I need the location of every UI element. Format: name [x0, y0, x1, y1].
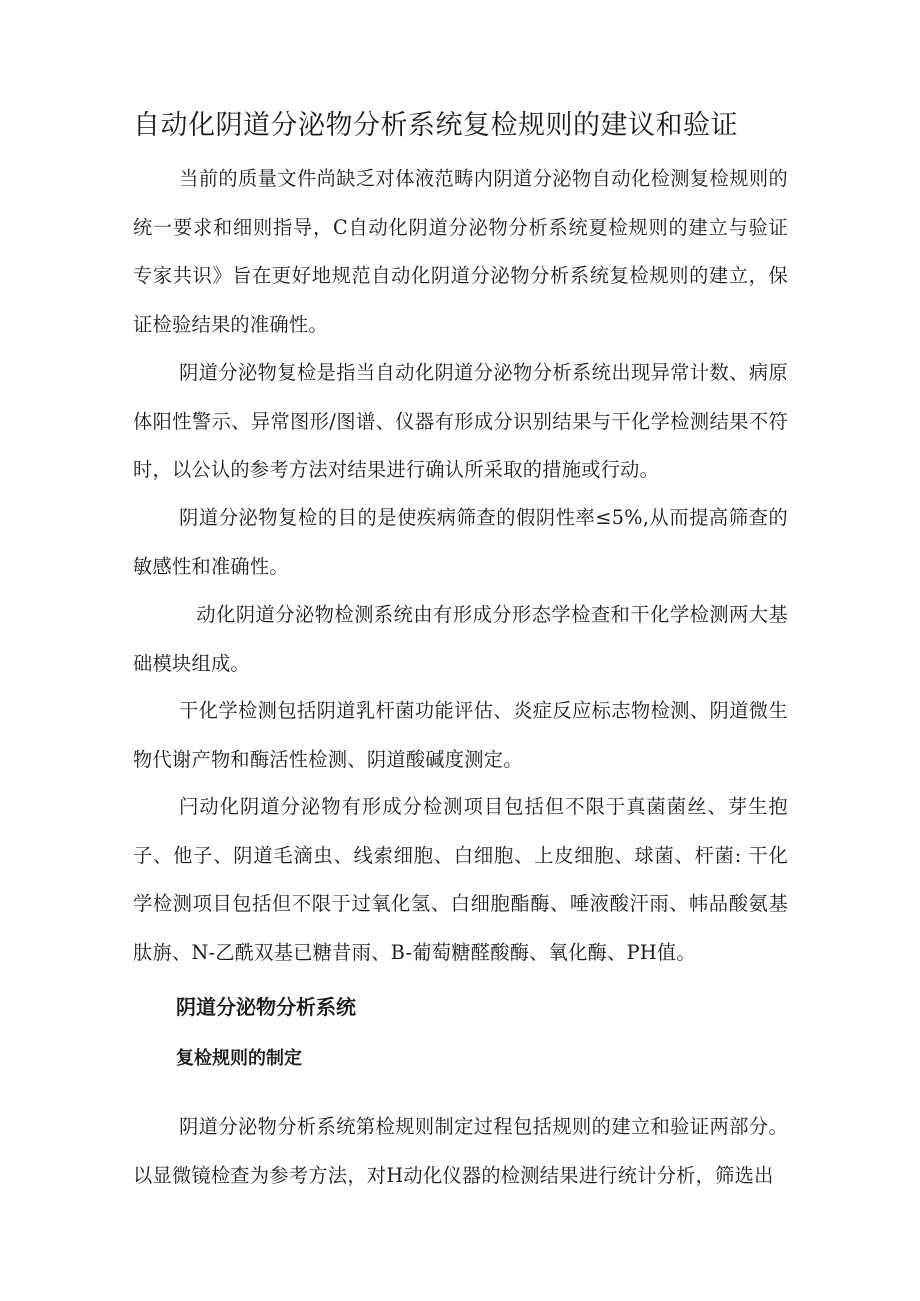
paragraph-1: 当前的质量文件尚缺乏对体液范畴内阴道分泌物自动化检测复检规则的统一要求和细则指导，C自动化阴道分泌物分析系统夏检规则的建立与验证专家共识》旨在更好地规范自动化阴道分泌物分析系统复检规则的建立，保证检验结果的准确性。 — [133, 167, 788, 336]
paragraph-6: 闩动化阴道分泌物有形成分检测项目包括但不限于真菌菌丝、芽生抱子、他子、阴道毛滴虫、线索细胞、白细胞、上皮细胞、球菌、杆菌: 干化学检测项目包括但不限于过氧化氢、白细胞酯酶、唾液酸汗雨、帏品酸氨基肽旃、N-乙酰双基已糖昔雨、B-葡萄糖醛酸酶、氧化酶、PH值。 — [133, 795, 788, 964]
section-heading: 阴道分泌物分析系统 — [176, 995, 356, 1019]
subsection-heading: 复检规则的制定 — [176, 1048, 302, 1069]
paragraph-2: 阴道分泌物复检是指当自动化阴道分泌物分析系统出现异常计数、病原体阳性警示、异常图形/图谱、仪器有形成分识别结果与干化学检测结果不符时，以公认的参考方法对结果进行确认所采取的措施或行动。 — [133, 361, 788, 481]
paragraph-final: 阴道分泌物分析系统第检规则制定过程包括规则的建立和验证两部分。以显微镜检查为参考方法，对H动化仪器的检测结果进行统计分析，筛选出 — [133, 1115, 788, 1187]
document-title: 自动化阴道分泌物分析系统复检规则的建议和验证 — [133, 110, 738, 141]
paragraph-5: 干化学检测包括阴道乳杆菌功能评估、炎症反应标志物检测、阴道微生物代谢产物和酶活性检测、阴道酸碱度测定。 — [133, 699, 788, 771]
paragraph-4: 动化阴道分泌物检测系统由有形成分形态学检查和干化学检测两大基础模块组成。 — [133, 603, 788, 675]
paragraph-3: 阴道分泌物复检的目的是使疾病筛查的假阴性率≤5%,从而提高筛查的敏感性和准确性。 — [133, 506, 788, 578]
